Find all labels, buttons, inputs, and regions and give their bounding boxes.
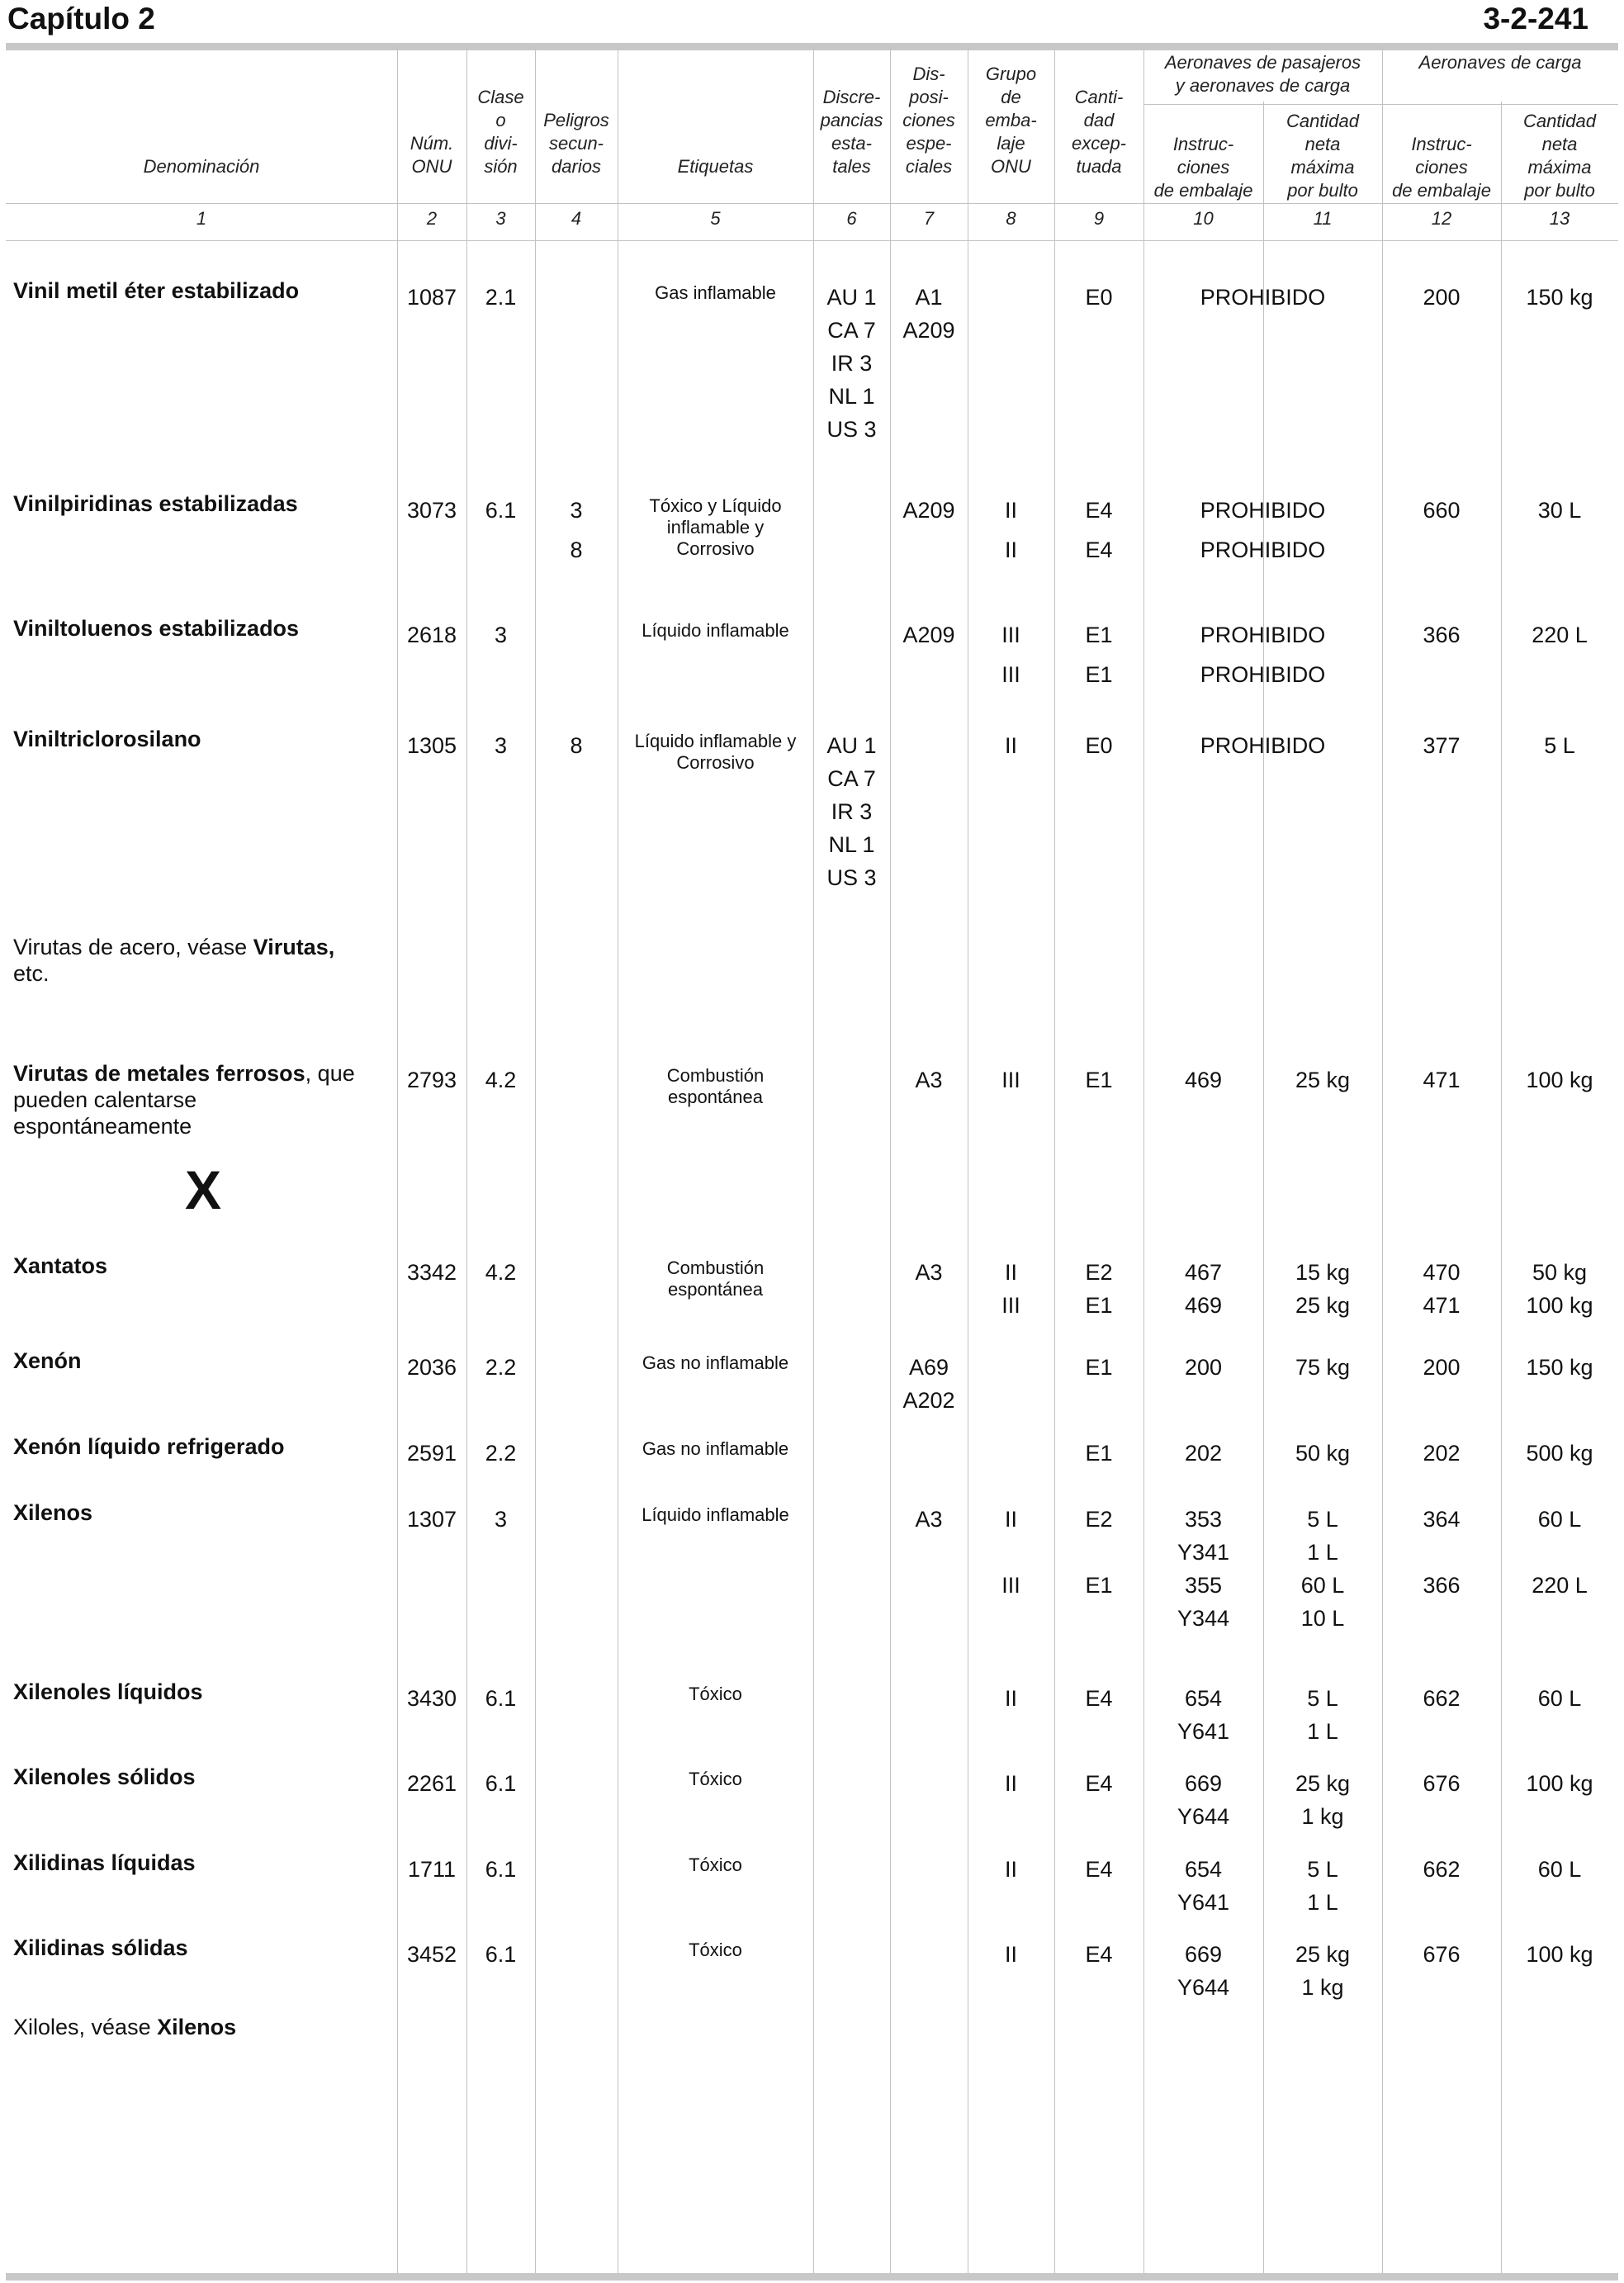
cell-pax-instr: Y641 <box>1177 1890 1230 1915</box>
cell-pax-instr: PROHIBIDO <box>1200 623 1326 647</box>
row-name-part: Xilidinas sólidas <box>13 1935 188 1960</box>
cell-cargo-instr: 377 <box>1423 733 1461 758</box>
cell-grupo: II <box>1004 1507 1017 1532</box>
col-number: 8 <box>1006 208 1016 229</box>
cell-excep: E1 <box>1085 1441 1113 1466</box>
cell-discrepancias: AU 1 <box>826 285 877 310</box>
cell-etiqueta: Corrosivo <box>676 752 755 773</box>
cell-cargo-instr: 676 <box>1423 1771 1461 1796</box>
row-name-part: Xenón líquido refrigerado <box>13 1434 285 1459</box>
row-name-part: Viniltoluenos estabilizados <box>13 616 300 641</box>
col-header-clase: divi- <box>484 133 518 154</box>
cell-etiqueta: Tóxico <box>689 1769 742 1789</box>
col-header-cantidad-exceptuada: Canti- <box>1074 87 1124 107</box>
cell-clase: 4.2 <box>485 1260 517 1285</box>
row-name <box>13 615 391 642</box>
cell-onu: 2261 <box>406 1771 457 1796</box>
row-name-part: Virutas, <box>253 935 335 959</box>
cell-etiqueta: Combustión <box>666 1065 765 1086</box>
cell-etiqueta: Gas no inflamable <box>642 1352 789 1373</box>
cell-grupo: II <box>1004 1942 1017 1967</box>
row-name-part: Viniltriclorosilano <box>13 727 201 751</box>
cell-pax-instr: 200 <box>1184 1355 1223 1380</box>
cell-etiqueta: Gas inflamable <box>655 282 776 303</box>
row-name-part: Xilenos <box>157 2015 237 2039</box>
col-header-disposiciones-especiales: espe- <box>906 133 952 154</box>
cell-onu: 3342 <box>406 1260 457 1285</box>
row-name <box>13 1679 391 1705</box>
cell-grupo: II <box>1004 733 1017 758</box>
cell-cargo-qty: 150 kg <box>1526 1355 1593 1380</box>
cell-etiqueta: espontánea <box>668 1279 763 1300</box>
col-header-discrepancias-estatales: tales <box>832 156 871 177</box>
cell-clase: 2.1 <box>485 285 517 310</box>
cell-disposiciones: A209 <box>902 623 955 647</box>
cell-cargo-instr: 470 <box>1423 1260 1461 1285</box>
cell-onu: 3452 <box>406 1942 457 1967</box>
cell-grupo: II <box>1004 1771 1017 1796</box>
cell-onu: 2591 <box>406 1441 457 1466</box>
row-name <box>13 934 391 987</box>
cell-pax-qty: 1 kg <box>1301 1975 1344 2000</box>
cell-pax-qty: 1 kg <box>1301 1804 1344 1829</box>
cell-pax-instr: PROHIBIDO <box>1200 285 1326 310</box>
cell-excep: E4 <box>1085 1857 1113 1882</box>
col-header-grupo-embalaje: laje <box>997 133 1025 154</box>
row-name <box>13 1499 391 1526</box>
column-divider <box>890 47 891 2273</box>
col-header-cargo-instrucciones-embalaje: Instruc- <box>1411 134 1472 154</box>
cell-pax-instr: Y644 <box>1177 1804 1230 1829</box>
col-number: 6 <box>846 208 857 229</box>
cell-onu: 1087 <box>406 285 457 310</box>
col-header-pax-cantidad-neta: Cantidad <box>1285 111 1360 131</box>
cell-cargo-qty: 5 L <box>1544 733 1575 758</box>
cell-cargo-qty: 220 L <box>1532 623 1588 647</box>
col-header-disposiciones-especiales: posi- <box>909 87 949 107</box>
cell-pax-qty: 5 L <box>1307 1686 1338 1711</box>
cell-excep: E4 <box>1085 498 1113 523</box>
cell-etiqueta: Tóxico y Líquido <box>649 495 782 516</box>
cell-etiqueta: espontánea <box>668 1087 763 1107</box>
cell-onu: 2793 <box>406 1068 457 1092</box>
col-number: 2 <box>426 208 438 229</box>
col-header-cargo-instrucciones-embalaje: ciones <box>1415 157 1468 178</box>
passenger-aircraft-group-header: Aeronaves de pasajeros <box>1164 52 1361 73</box>
cell-clase: 2.2 <box>485 1441 517 1466</box>
cell-etiqueta: Gas no inflamable <box>642 1438 789 1459</box>
cell-disposiciones: A209 <box>902 318 955 343</box>
cell-cargo-instr: 366 <box>1423 1573 1461 1598</box>
cell-excep: E4 <box>1085 1686 1113 1711</box>
cell-etiqueta: inflamable y <box>666 517 765 538</box>
cell-grupo: III <box>1001 1068 1020 1092</box>
cell-pax-qty: 1 L <box>1307 1890 1338 1915</box>
row-name-part: Xiloles, véase <box>13 2015 158 2039</box>
cell-clase: 4.2 <box>485 1068 517 1092</box>
col-number: 13 <box>1549 208 1570 229</box>
cell-pax-instr: 467 <box>1184 1260 1223 1285</box>
cell-etiqueta: Líquido inflamable <box>642 620 789 641</box>
cell-pax-qty: 15 kg <box>1295 1260 1351 1285</box>
cell-cargo-qty: 100 kg <box>1526 1293 1593 1318</box>
col-header-pax-cantidad-neta: neta <box>1304 134 1341 154</box>
cell-cargo-instr: 364 <box>1423 1507 1461 1532</box>
row-name-part: Xenón <box>13 1348 82 1373</box>
row-name-part: Xilidinas líquidas <box>13 1850 196 1875</box>
row-name-part: pueden calentarse <box>13 1087 197 1112</box>
page-header <box>7 0 1617 38</box>
cell-onu: 2618 <box>406 623 457 647</box>
cell-cargo-instr: 200 <box>1423 1355 1461 1380</box>
col-header-num-onu: Núm. <box>410 133 454 154</box>
cell-secundarios: 3 <box>570 498 583 523</box>
page-number: 3-2-241 <box>1483 2 1588 36</box>
cell-clase: 3 <box>494 623 508 647</box>
row-name-part: Xilenos <box>13 1500 93 1525</box>
cell-onu: 1305 <box>406 733 457 758</box>
col-header-grupo-embalaje: ONU <box>991 156 1031 177</box>
cell-etiqueta: Tóxico <box>689 1684 742 1704</box>
row-name-part: Xilenoles líquidos <box>13 1679 203 1704</box>
cell-cargo-qty: 60 L <box>1537 1507 1582 1532</box>
cell-excep: E4 <box>1085 1942 1113 1967</box>
cell-cargo-instr: 676 <box>1423 1942 1461 1967</box>
cell-pax-instr: 469 <box>1184 1293 1223 1318</box>
cell-excep: E1 <box>1085 1355 1113 1380</box>
cell-onu: 3073 <box>406 498 457 523</box>
col-number: 11 <box>1313 208 1333 229</box>
cell-secundarios: 8 <box>570 733 583 758</box>
row-name <box>13 1935 391 1961</box>
row-name <box>13 1060 391 1139</box>
cell-disposiciones: A3 <box>915 1260 943 1285</box>
cell-discrepancias: CA 7 <box>827 766 876 791</box>
cell-onu: 2036 <box>406 1355 457 1380</box>
cell-pax-qty: 1 L <box>1307 1719 1338 1744</box>
row-name <box>13 1764 391 1790</box>
cell-clase: 6.1 <box>485 1686 517 1711</box>
col-header-grupo-embalaje: emba- <box>985 110 1037 130</box>
row-name <box>13 277 391 304</box>
cell-pax-instr: 654 <box>1184 1686 1223 1711</box>
cell-disposiciones: A3 <box>915 1507 943 1532</box>
cell-clase: 6.1 <box>485 1942 517 1967</box>
cell-discrepancias: AU 1 <box>826 733 877 758</box>
cell-grupo: III <box>1001 1573 1020 1598</box>
col-header-pax-instrucciones-embalaje: ciones <box>1177 157 1230 178</box>
cell-disposiciones: A202 <box>902 1388 955 1413</box>
col-header-disposiciones-especiales: ciones <box>902 110 955 130</box>
col-header-num-onu: ONU <box>411 156 452 177</box>
row-name-part: , que <box>305 1061 355 1086</box>
cell-excep: E1 <box>1085 623 1113 647</box>
cell-pax-qty: 25 kg <box>1295 1068 1351 1092</box>
col-header-clase: sión <box>484 156 518 177</box>
cell-grupo: II <box>1004 1260 1017 1285</box>
cell-excep: E1 <box>1085 662 1113 687</box>
col-header-cargo-cantidad-neta: neta <box>1541 134 1578 154</box>
cell-cargo-qty: 150 kg <box>1526 285 1593 310</box>
col-header-peligros-secundarios: Peligros <box>543 110 609 130</box>
col-header-cantidad-exceptuada: excep- <box>1071 133 1127 154</box>
row-name-part: Xantatos <box>13 1253 108 1278</box>
col-header-cargo-instrucciones-embalaje: de embalaje <box>1392 180 1491 201</box>
cell-discrepancias: US 3 <box>826 865 877 890</box>
header-rule <box>6 240 1618 241</box>
row-name-part: Vinil metil éter estabilizado <box>13 278 300 303</box>
cell-discrepancias: IR 3 <box>831 799 873 824</box>
cell-etiqueta: Líquido inflamable <box>642 1504 789 1525</box>
row-name-part: Xilenoles sólidos <box>13 1764 196 1789</box>
row-name <box>13 726 391 752</box>
bottom-rule <box>6 2273 1618 2281</box>
cell-cargo-qty: 60 L <box>1537 1857 1582 1882</box>
cell-discrepancias: US 3 <box>826 417 877 442</box>
col-header-cargo-cantidad-neta: por bulto <box>1524 180 1595 201</box>
cell-secundarios: 8 <box>570 538 583 562</box>
col-header-cargo-cantidad-neta: Cantidad <box>1522 111 1597 131</box>
cell-pax-qty: 25 kg <box>1295 1771 1351 1796</box>
cell-onu: 1307 <box>406 1507 457 1532</box>
cell-cargo-qty: 220 L <box>1532 1573 1588 1598</box>
cell-pax-qty: 1 L <box>1307 1540 1338 1565</box>
cell-pax-instr: Y641 <box>1177 1719 1230 1744</box>
col-number: 4 <box>571 208 582 229</box>
cell-grupo: III <box>1001 623 1020 647</box>
cell-disposiciones: A3 <box>915 1068 943 1092</box>
top-rule <box>6 43 1618 50</box>
col-header-cargo-cantidad-neta: máxima <box>1527 157 1592 178</box>
cell-pax-instr: PROHIBIDO <box>1200 662 1326 687</box>
cell-cargo-qty: 100 kg <box>1526 1942 1593 1967</box>
cell-cargo-instr: 202 <box>1423 1441 1461 1466</box>
cell-cargo-instr: 662 <box>1423 1857 1461 1882</box>
header-rule <box>6 203 1618 204</box>
cell-excep: E1 <box>1085 1068 1113 1092</box>
cell-grupo: II <box>1004 538 1017 562</box>
cell-etiqueta: Tóxico <box>689 1854 742 1875</box>
cell-onu: 3430 <box>406 1686 457 1711</box>
row-name <box>13 490 391 517</box>
cell-excep: E2 <box>1085 1507 1113 1532</box>
cell-grupo: II <box>1004 498 1017 523</box>
row-name <box>13 1348 391 1374</box>
cell-etiqueta: Combustión <box>666 1258 765 1278</box>
cell-clase: 2.2 <box>485 1355 517 1380</box>
col-header-etiquetas: Etiquetas <box>677 156 754 177</box>
cell-pax-instr: PROHIBIDO <box>1200 538 1326 562</box>
col-header-clase: o <box>495 110 506 130</box>
col-number: 1 <box>196 208 207 229</box>
cell-cargo-qty: 100 kg <box>1526 1068 1593 1092</box>
col-header-pax-instrucciones-embalaje: Instruc- <box>1172 134 1234 154</box>
cell-discrepancias: CA 7 <box>827 318 876 343</box>
cell-cargo-instr: 200 <box>1423 285 1461 310</box>
cell-excep: E4 <box>1085 538 1113 562</box>
col-header-cantidad-exceptuada: tuada <box>1076 156 1122 177</box>
cell-pax-qty: 10 L <box>1300 1606 1345 1631</box>
cell-excep: E0 <box>1085 733 1113 758</box>
cell-clase: 6.1 <box>485 1857 517 1882</box>
cell-pax-qty: 75 kg <box>1295 1355 1351 1380</box>
cell-pax-instr: Y644 <box>1177 1975 1230 2000</box>
col-header-pax-cantidad-neta: máxima <box>1290 157 1355 178</box>
col-header-disposiciones-especiales: Dis- <box>912 64 945 84</box>
cell-cargo-qty: 100 kg <box>1526 1771 1593 1796</box>
header-rule <box>1143 104 1618 105</box>
cell-grupo: III <box>1001 1293 1020 1318</box>
cell-cargo-qty: 30 L <box>1537 498 1582 523</box>
cell-cargo-qty: 60 L <box>1537 1686 1582 1711</box>
cell-pax-instr: 355 <box>1184 1573 1223 1598</box>
cell-discrepancias: NL 1 <box>828 832 875 857</box>
cell-cargo-instr: 662 <box>1423 1686 1461 1711</box>
cell-pax-instr: PROHIBIDO <box>1200 733 1326 758</box>
cell-onu: 1711 <box>407 1857 457 1882</box>
cell-discrepancias: NL 1 <box>828 384 875 409</box>
cell-pax-instr: 469 <box>1184 1068 1223 1092</box>
chapter-title: Capítulo 2 <box>7 2 155 36</box>
col-header-peligros-secundarios: darios <box>552 156 601 177</box>
cell-clase: 3 <box>494 1507 508 1532</box>
cell-clase: 3 <box>494 733 508 758</box>
cell-pax-instr: 669 <box>1184 1771 1223 1796</box>
row-name <box>13 1433 391 1460</box>
cell-discrepancias: IR 3 <box>831 351 873 376</box>
col-header-pax-cantidad-neta: por bulto <box>1287 180 1358 201</box>
col-header-pax-instrucciones-embalaje: de embalaje <box>1153 180 1253 201</box>
cell-clase: 6.1 <box>485 498 517 523</box>
row-name <box>13 2014 391 2040</box>
cell-pax-qty: 5 L <box>1307 1507 1338 1532</box>
cell-pax-instr: 202 <box>1184 1441 1223 1466</box>
cell-etiqueta: Tóxico <box>689 1940 742 1960</box>
cell-cargo-qty: 500 kg <box>1526 1441 1593 1466</box>
cargo-aircraft-group-header: Aeronaves de carga <box>1418 52 1582 73</box>
cell-disposiciones: A1 <box>915 285 943 310</box>
cell-pax-qty: 5 L <box>1307 1857 1338 1882</box>
col-number: 12 <box>1431 208 1452 229</box>
cell-clase: 6.1 <box>485 1771 517 1796</box>
col-header-discrepancias-estatales: pancias <box>820 110 883 130</box>
col-header-cantidad-exceptuada: dad <box>1083 110 1115 130</box>
cell-pax-qty: 50 kg <box>1295 1441 1351 1466</box>
cell-excep: E1 <box>1085 1293 1113 1318</box>
cell-grupo: II <box>1004 1857 1017 1882</box>
cell-disposiciones: A209 <box>902 498 955 523</box>
col-header-disposiciones-especiales: ciales <box>905 156 953 177</box>
cell-excep: E4 <box>1085 1771 1113 1796</box>
cell-pax-qty: 25 kg <box>1295 1293 1351 1318</box>
row-name-part: etc. <box>13 961 50 986</box>
col-header-clase: Clase <box>477 87 524 107</box>
cell-excep: E1 <box>1085 1573 1113 1598</box>
passenger-aircraft-group-header: y aeronaves de carga <box>1175 75 1351 96</box>
col-number: 5 <box>710 208 721 229</box>
col-number: 9 <box>1093 208 1105 229</box>
cell-pax-instr: 654 <box>1184 1857 1223 1882</box>
cell-cargo-qty: 50 kg <box>1532 1260 1588 1285</box>
cell-disposiciones: A69 <box>908 1355 949 1380</box>
col-number: 3 <box>495 208 506 229</box>
row-name-part: Virutas de metales ferrosos <box>13 1061 305 1086</box>
col-header-discrepancias-estatales: esta- <box>831 133 872 154</box>
col-header-grupo-embalaje: Grupo <box>985 64 1037 84</box>
row-name-part: Vinilpiridinas estabilizadas <box>13 491 298 516</box>
row-name <box>13 1850 391 1876</box>
col-header-grupo-embalaje: de <box>1001 87 1021 107</box>
cell-cargo-instr: 471 <box>1423 1293 1461 1318</box>
cell-grupo: III <box>1001 662 1020 687</box>
column-divider <box>535 47 536 2273</box>
cell-excep: E0 <box>1085 285 1113 310</box>
row-name-part: espontáneamente <box>13 1114 192 1139</box>
cell-cargo-instr: 471 <box>1423 1068 1461 1092</box>
cell-excep: E2 <box>1085 1260 1113 1285</box>
cell-grupo: II <box>1004 1686 1017 1711</box>
cell-pax-instr: Y341 <box>1177 1540 1230 1565</box>
cell-pax-instr: 353 <box>1184 1507 1223 1532</box>
cell-etiqueta: Líquido inflamable y <box>634 731 797 751</box>
cell-pax-qty: 25 kg <box>1295 1942 1351 1967</box>
col-number: 10 <box>1193 208 1214 229</box>
row-name-part: Virutas de acero, véase <box>13 935 253 959</box>
cell-pax-instr: Y344 <box>1177 1606 1230 1631</box>
col-number: 7 <box>923 208 935 229</box>
cell-pax-instr: PROHIBIDO <box>1200 498 1326 523</box>
cell-pax-qty: 60 L <box>1300 1573 1345 1598</box>
section-letter: X <box>185 1159 222 1220</box>
col-header-peligros-secundarios: secun- <box>548 133 604 154</box>
col-header-denominacion: Denominación <box>143 156 260 177</box>
cell-cargo-instr: 366 <box>1423 623 1461 647</box>
col-header-discrepancias-estatales: Discre- <box>822 87 881 107</box>
cell-etiqueta: Corrosivo <box>676 538 755 559</box>
row-name <box>13 1253 391 1279</box>
cell-pax-instr: 669 <box>1184 1942 1223 1967</box>
cell-cargo-instr: 660 <box>1423 498 1461 523</box>
